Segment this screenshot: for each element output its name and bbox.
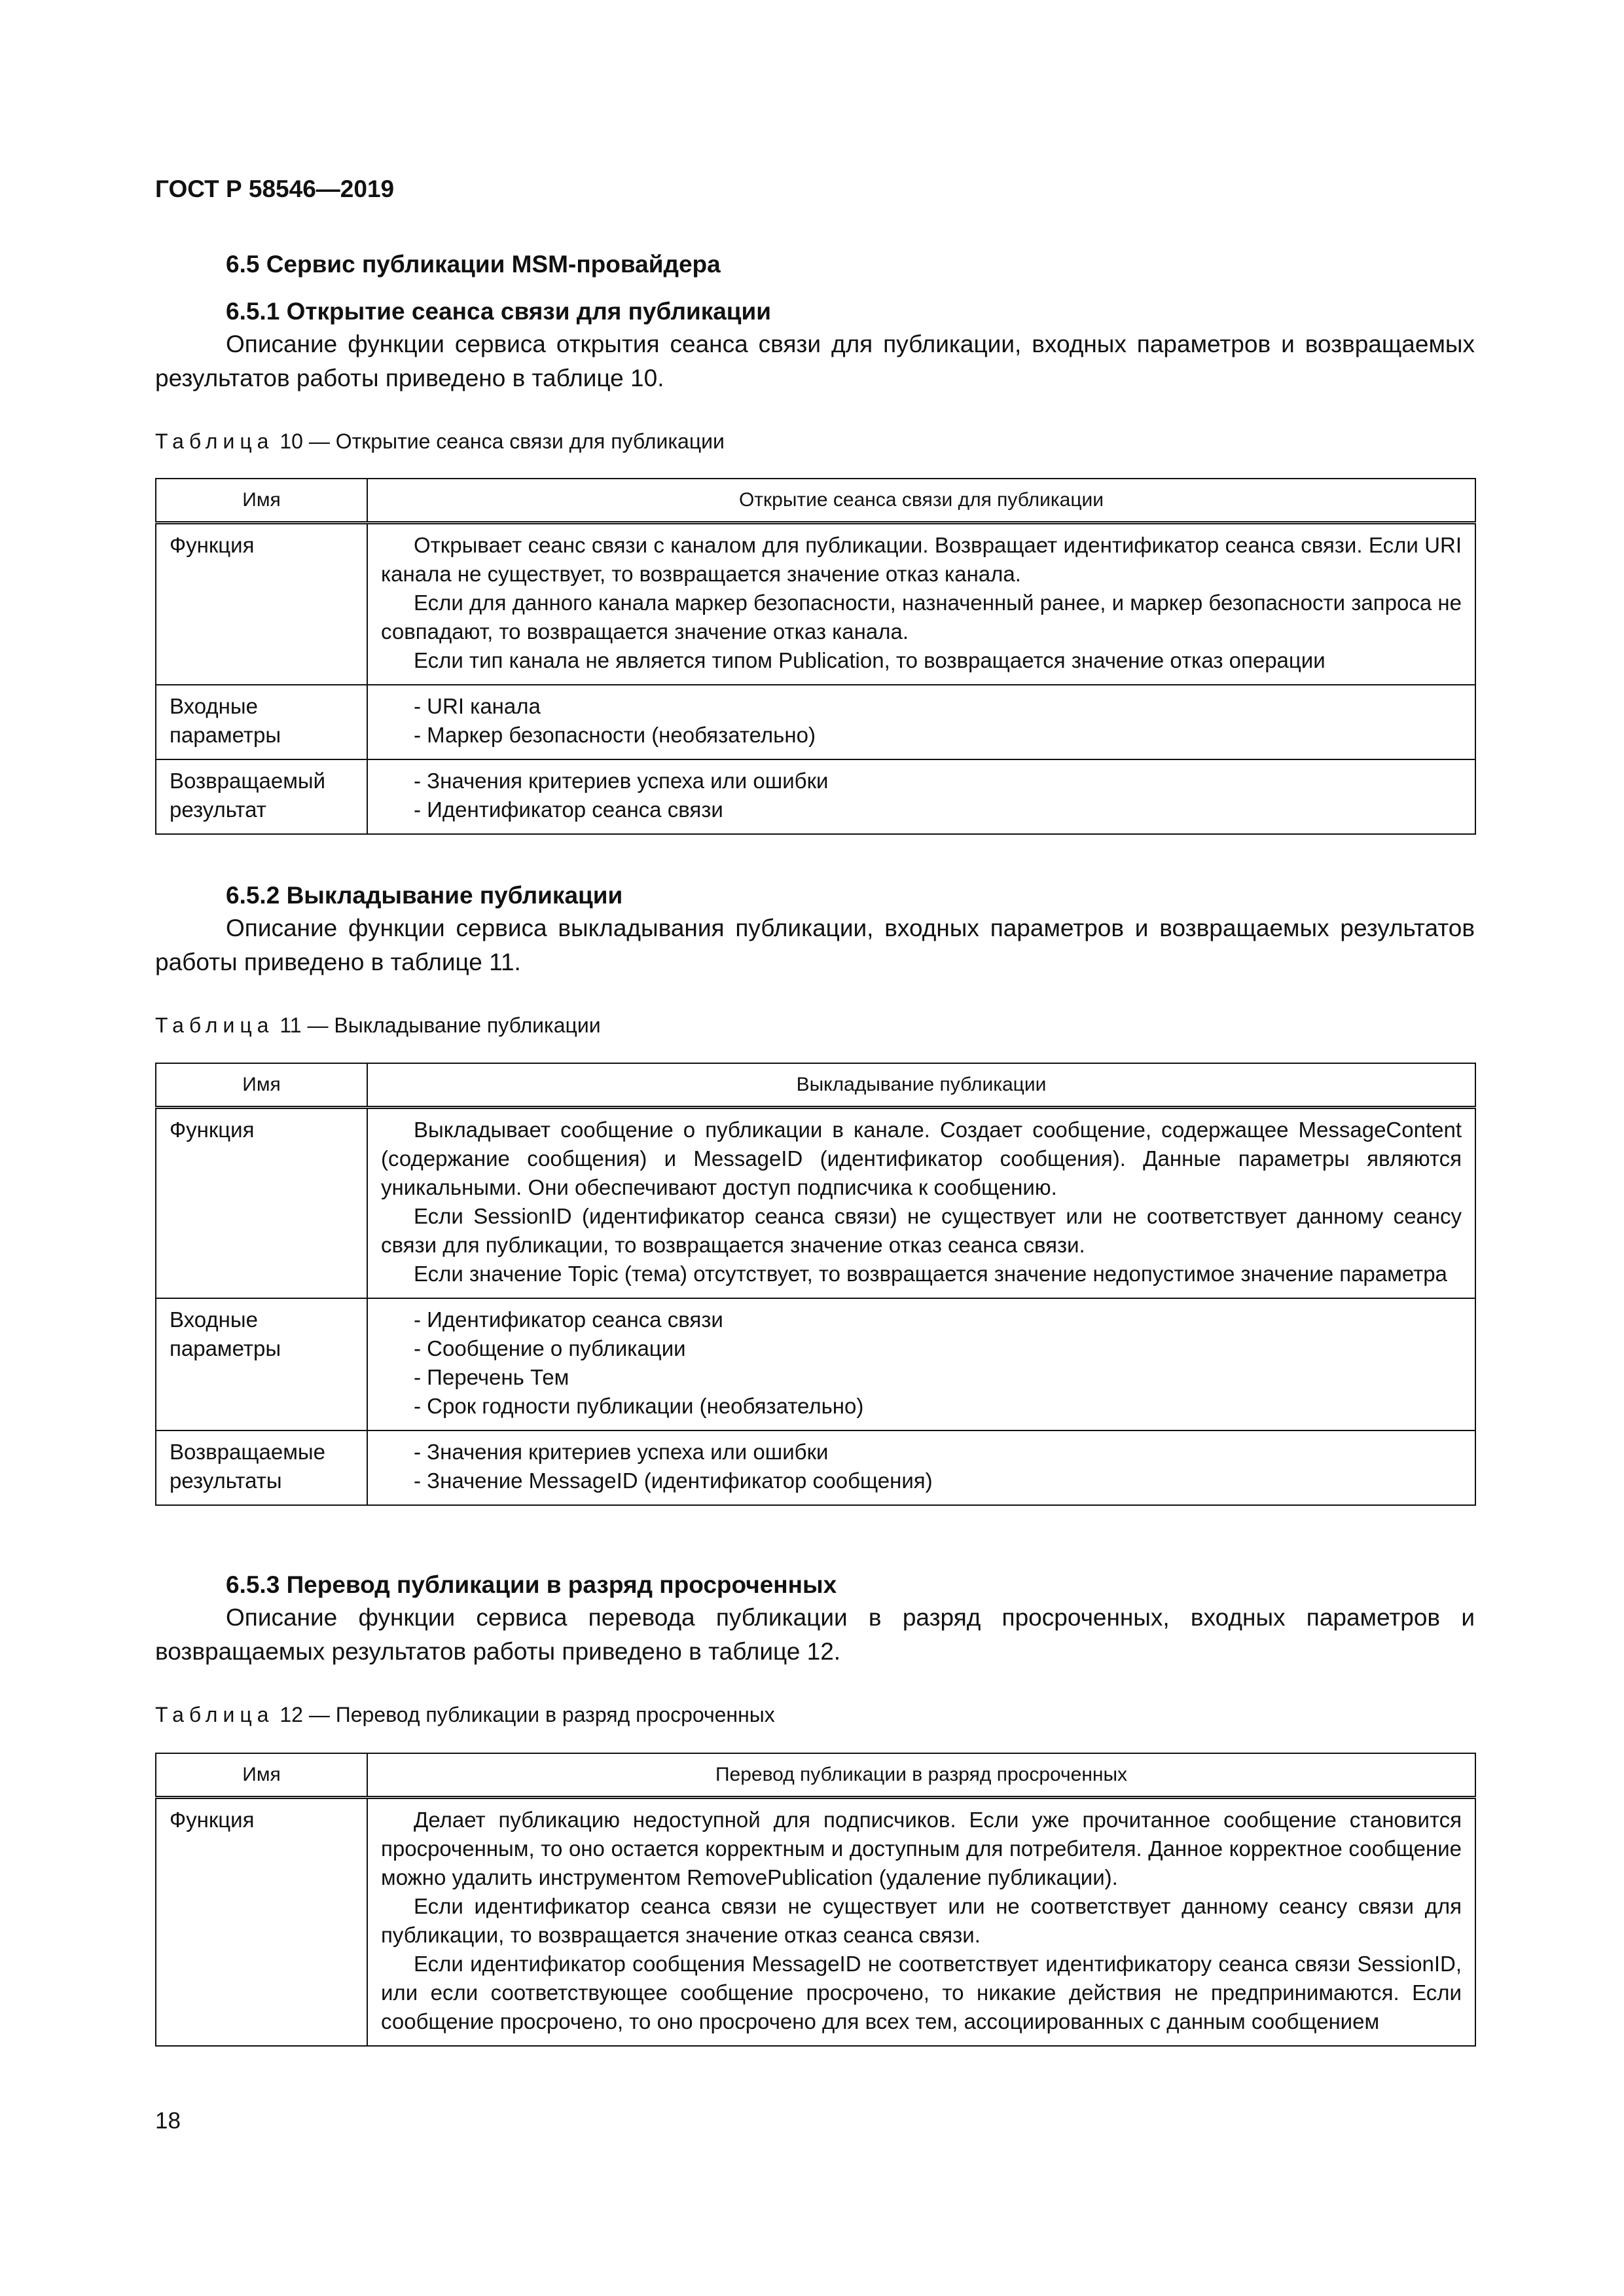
row-label: Входные параметры bbox=[156, 685, 367, 759]
table-row bbox=[156, 1430, 1475, 1505]
table-header-row bbox=[156, 479, 1475, 523]
table-caption-11 bbox=[155, 1013, 601, 1038]
table-header-row bbox=[156, 1063, 1475, 1108]
row-label: Возвращаемые результаты bbox=[156, 1430, 367, 1505]
row-content bbox=[367, 1108, 1475, 1299]
row-label: Функция bbox=[156, 1798, 367, 2047]
list-item: - Идентификатор сеанса связи bbox=[414, 1307, 723, 1332]
cell-paragraph: Если значение Topic (тема) отсутствует, то возвращается значение недопустимое значение параметра bbox=[414, 1262, 1447, 1286]
cell-paragraph: Открывает сеанс связи с каналом для публикации. Возвращает идентификатор сеанса связи. Если URI канала не существует, то возвращается значение отказ канала. bbox=[381, 533, 1462, 586]
list-item: - Сообщение о публикации bbox=[414, 1336, 686, 1360]
list-item: - Значения критериев успеха или ошибки bbox=[414, 1440, 829, 1464]
list-item: - Значения критериев успеха или ошибки bbox=[414, 769, 829, 793]
subsection-title-6-5-3: 6.5.3 Перевод публикации в разряд просроченных bbox=[226, 1571, 837, 1598]
row-label: Входные параметры bbox=[156, 1298, 367, 1430]
row-label: Функция bbox=[156, 1108, 367, 1299]
table-caption-12 bbox=[155, 1703, 775, 1727]
row-label: Функция bbox=[156, 523, 367, 685]
list-item: - Идентификатор сеанса связи bbox=[414, 797, 723, 822]
header-name: Имя bbox=[156, 479, 367, 523]
intro-paragraph-6-5-3: Описание функции сервиса перевода публикации в разряд просроченных, входных параметров и возвращаемых результатов работы приведено в таблице 12. bbox=[155, 1604, 1475, 1665]
caption-label: Таблица bbox=[155, 429, 274, 453]
table-row bbox=[156, 685, 1475, 759]
table-10 bbox=[155, 478, 1476, 835]
list-item: - Срок годности публикации (необязательно) bbox=[414, 1394, 864, 1418]
subsection-title-6-5-2: 6.5.2 Выкладывание публикации bbox=[226, 882, 623, 909]
caption-label: Таблица bbox=[155, 1013, 274, 1037]
section-title: 6.5 Сервис публикации MSM-провайдера bbox=[226, 251, 721, 278]
header-description: Перевод публикации в разряд просроченных bbox=[367, 1753, 1475, 1798]
row-content bbox=[367, 1430, 1475, 1505]
intro-paragraph-6-5-2: Описание функции сервиса выкладывания публикации, входных параметров и возвращаемых результатов работы приведено в таблице 11. bbox=[155, 915, 1475, 975]
cell-paragraph: Если SessionID (идентификатор сеанса связи) не существует или не соответствует данному сеансу связи для публикации, то возвращается значение отказ сеанса связи. bbox=[381, 1204, 1462, 1257]
table-row bbox=[156, 1298, 1475, 1430]
row-content bbox=[367, 1298, 1475, 1430]
cell-paragraph: Если тип канала не является типом Publication, то возвращается значение отказ операции bbox=[414, 648, 1326, 672]
caption-label: Таблица bbox=[155, 1703, 274, 1726]
list-item: - Маркер безопасности (необязательно) bbox=[414, 723, 816, 747]
table-row bbox=[156, 523, 1475, 685]
list-item: - Значение MessageID (идентификатор сообщения) bbox=[414, 1468, 933, 1493]
table-11 bbox=[155, 1063, 1476, 1506]
row-content bbox=[367, 1798, 1475, 2047]
table-header-row bbox=[156, 1753, 1475, 1798]
cell-paragraph: Если идентификатор сеанса связи не существует или не соответствует данному сеансу связи для публикации, то возвращается значение отказ сеанса связи. bbox=[381, 1894, 1462, 1947]
header-description: Выкладывание публикации bbox=[367, 1063, 1475, 1108]
header-name: Имя bbox=[156, 1753, 367, 1798]
row-label: Возвращаемый результат bbox=[156, 759, 367, 834]
document-code: ГОСТ Р 58546—2019 bbox=[155, 175, 395, 202]
intro-paragraph-6-5-1: Описание функции сервиса открытия сеанса связи для публикации, входных параметров и возвращаемых результатов работы приведено в таблице 10. bbox=[155, 331, 1475, 392]
cell-paragraph: Делает публикацию недоступной для подписчиков. Если уже прочитанное сообщение становится просроченным, то оно остается корректным и доступным для потребителя. Данное корректное сообщение можно удалить инструментом RemovePublication (удаление публикации). bbox=[381, 1808, 1462, 1889]
table-row bbox=[156, 1108, 1475, 1299]
table-12 bbox=[155, 1753, 1476, 2047]
caption-text: 10 — Открытие сеанса связи для публикации bbox=[280, 429, 725, 453]
header-description: Открытие сеанса связи для публикации bbox=[367, 479, 1475, 523]
cell-paragraph: Если идентификатор сообщения MessageID не соответствует идентификатору сеанса связи SessionID, или если соответствующее сообщение просрочено, то никакие действия не предпринимаются. Если сообщение просрочено, то оно просрочено для всех тем, ассоциированных с данным сообщением bbox=[381, 1952, 1462, 2033]
header-name: Имя bbox=[156, 1063, 367, 1108]
row-content bbox=[367, 685, 1475, 759]
list-item: - Перечень Тем bbox=[414, 1365, 569, 1389]
subsection-title-6-5-1: 6.5.1 Открытие сеанса связи для публикации bbox=[226, 298, 772, 325]
caption-text: 12 — Перевод публикации в разряд просроченных bbox=[280, 1703, 775, 1726]
cell-paragraph: Выкладывает сообщение о публикации в канале. Создает сообщение, содержащее MessageContent (содержание сообщения) и MessageID (идентификатор сообщения). Данные параметры являются уникальными. Они обеспечивают доступ подписчика к сообщению. bbox=[381, 1118, 1462, 1199]
table-row bbox=[156, 1798, 1475, 2047]
caption-text: 11 — Выкладывание публикации bbox=[280, 1013, 601, 1037]
table-caption-10 bbox=[155, 429, 725, 454]
page-number: 18 bbox=[155, 2108, 181, 2134]
row-content bbox=[367, 523, 1475, 685]
list-item: - URI канала bbox=[414, 694, 541, 718]
row-content bbox=[367, 759, 1475, 834]
table-row bbox=[156, 759, 1475, 834]
cell-paragraph: Если для данного канала маркер безопасности, назначенный ранее, и маркер безопасности запроса не совпадают, то возвращается значение отказ канала. bbox=[381, 591, 1462, 644]
